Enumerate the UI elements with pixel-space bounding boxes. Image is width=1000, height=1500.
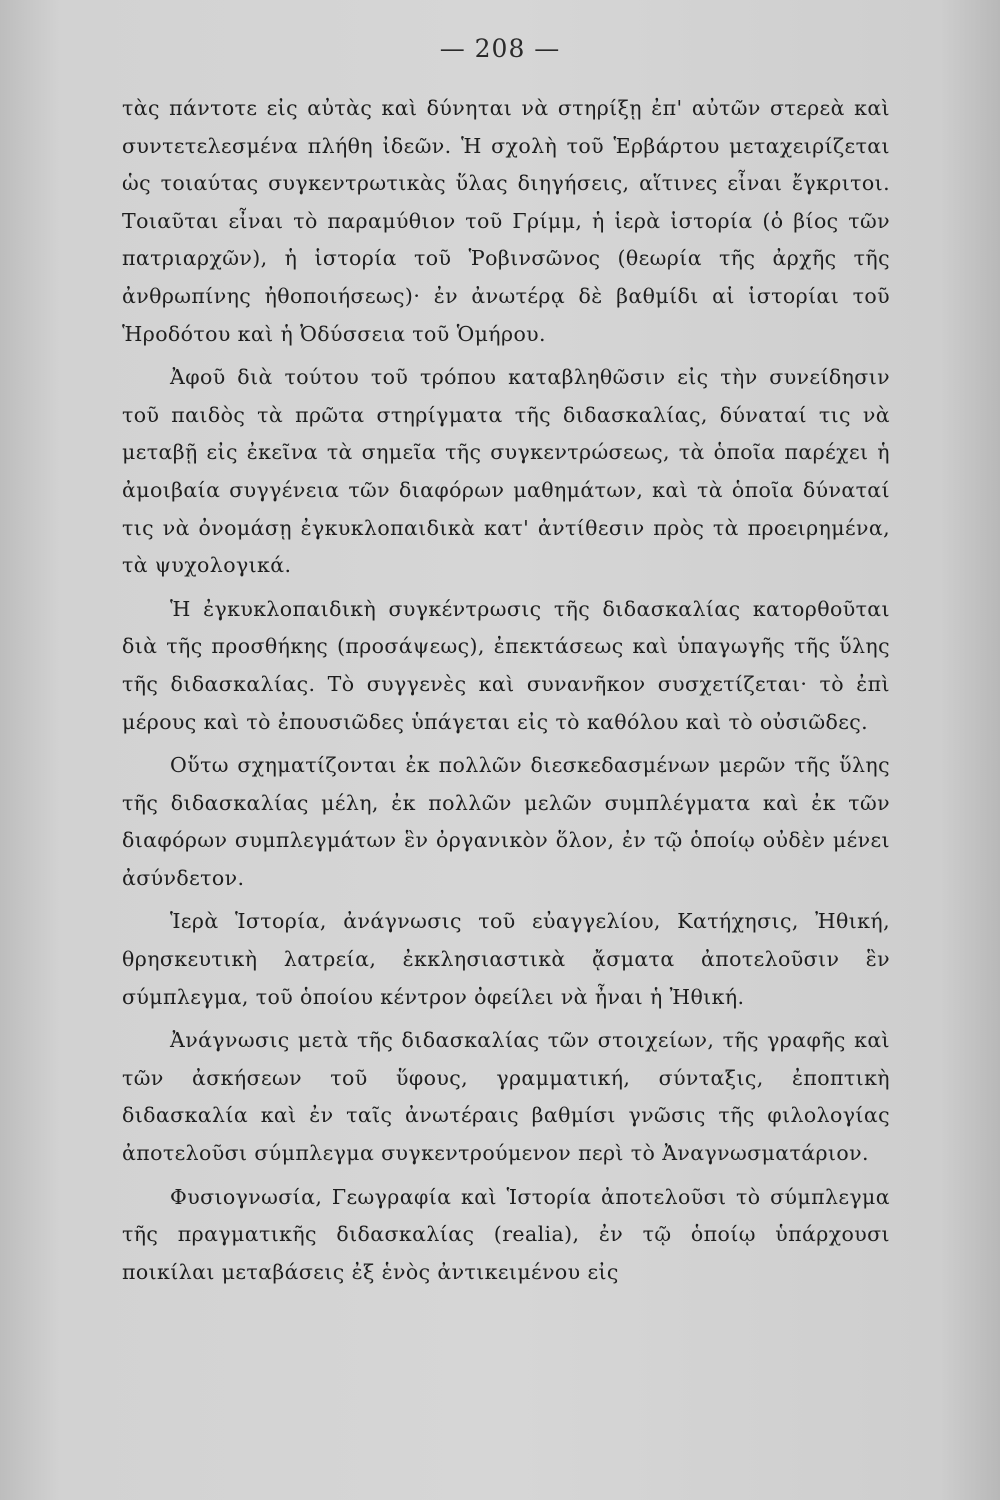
paragraph-7: Φυσιογνωσία, Γεωγραφία καὶ Ἱστορία ἀποτελοῦσι τὸ σύμπλεγμα τῆς πραγματικῆς διδασκαλίας (realia), ἐν τῷ ὁποίῳ ὑπάρχουσι ποικίλαι μεταβάσεις ἐξ ἑνὸς ἀντικειμένου εἰς (122, 1184, 890, 1284)
paragraph-1: τὰς πάντοτε εἰς αὐτὰς καὶ δύνηται νὰ στηρίξῃ ἐπ' αὐτῶν στερεὰ καὶ συντετελεσμένα πλήθη ἰδεῶν. Ἡ σχολὴ τοῦ Ἑρβάρτου μεταχειρίζεται ὡς τοιαύτας συγκεντρωτικὰς ὕλας διηγήσεις, αἵτινες εἶναι ἔγκριτοι. Τοιαῦται εἶναι τὸ παραμύθιον τοῦ Γρίμμ, ἡ ἱερὰ ἱστορία (ὁ βίος τῶν πατριαρχῶν), ἡ ἱστορία τοῦ Ῥοβινσῶνος (θεωρία τῆς ἀρχῆς τῆς ἀνθρωπίνης ἠθοποιήσεως)· ἐν ἀνωτέρᾳ δὲ βαθμίδι αἱ ἱστορίαι τοῦ Ἡροδότου καὶ ἡ Ὀδύσσεια τοῦ Ὁμήρου. (122, 96, 890, 346)
paragraph-3: Ἡ ἐγκυκλοπαιδικὴ συγκέντρωσις τῆς διδασκαλίας κατορθοῦται διὰ τῆς προσθήκης (προσάψεως), ἐπεκτάσεως καὶ ὑπαγωγῆς τῆς ὕλης τῆς διδασκαλίας. Τὸ συγγενὲς καὶ συνανῆκον συσχετίζεται· τὸ ἐπὶ μέρους καὶ τὸ ἐπουσιῶδες ὑπάγεται εἰς τὸ καθόλου καὶ τὸ οὐσιῶδες. (122, 596, 890, 734)
paragraph-5: Ἱερὰ Ἱστορία, ἀνάγνωσις τοῦ εὐαγγελίου, Κατήχησις, Ἠθική, θρησκευτικὴ λατρεία, ἐκκλησιαστικὰ ᾄσματα ἀποτελοῦσιν ἓν σύμπλεγμα, τοῦ ὁποίου κέντρον ὀφείλει νὰ ἦναι ἡ Ἠθική. (122, 909, 890, 1009)
page-number: — 208 — (439, 34, 561, 63)
paragraph-2: Ἀφοῦ διὰ τούτου τοῦ τρόπου καταβληθῶσιν εἰς τὴν συνείδησιν τοῦ παιδὸς τὰ πρῶτα στηρίγματα τῆς διδασκαλίας, δύναταί τις νὰ μεταβῇ εἰς ἐκεῖνα τὰ σημεῖα τῆς συγκεντρώσεως, τὰ ὁποῖα παρέχει ἡ ἀμοιβαία συγγένεια τῶν διαφόρων μαθημάτων, καὶ τὰ ὁποῖα δύναταί τις νὰ ὀνομάσῃ ἐγκυκλοπαιδικὰ κατ' ἀντίθεσιν πρὸς τὰ προειρημένα, τὰ ψυχολογικά. (122, 365, 890, 578)
paragraph-6: Ἀνάγνωσις μετὰ τῆς διδασκαλίας τῶν στοιχείων, τῆς γραφῆς καὶ τῶν ἀσκήσεων τοῦ ὕφους, γραμματική, σύνταξις, ἐποπτικὴ διδασκαλία καὶ ἐν ταῖς ἀνωτέραις βαθμίσι γνῶσις τῆς φιλολογίας ἀποτελοῦσι σύμπλεγμα συγκεντρούμενον περὶ τὸ Ἀναγνωσματάριον. (122, 1028, 890, 1166)
paragraph-4: Οὕτω σχηματίζονται ἐκ πολλῶν διεσκεδασμένων μερῶν τῆς ὕλης τῆς διδασκαλίας μέλη, ἐκ πολλῶν μελῶν συμπλέγματα καὶ ἐκ τῶν διαφόρων συμπλεγμάτων ἓν ὀργανικὸν ὅλον, ἐν τῷ ὁποίῳ οὐδὲν μένει ἀσύνδετον. (122, 753, 890, 890)
body-text (122, 90, 890, 1297)
